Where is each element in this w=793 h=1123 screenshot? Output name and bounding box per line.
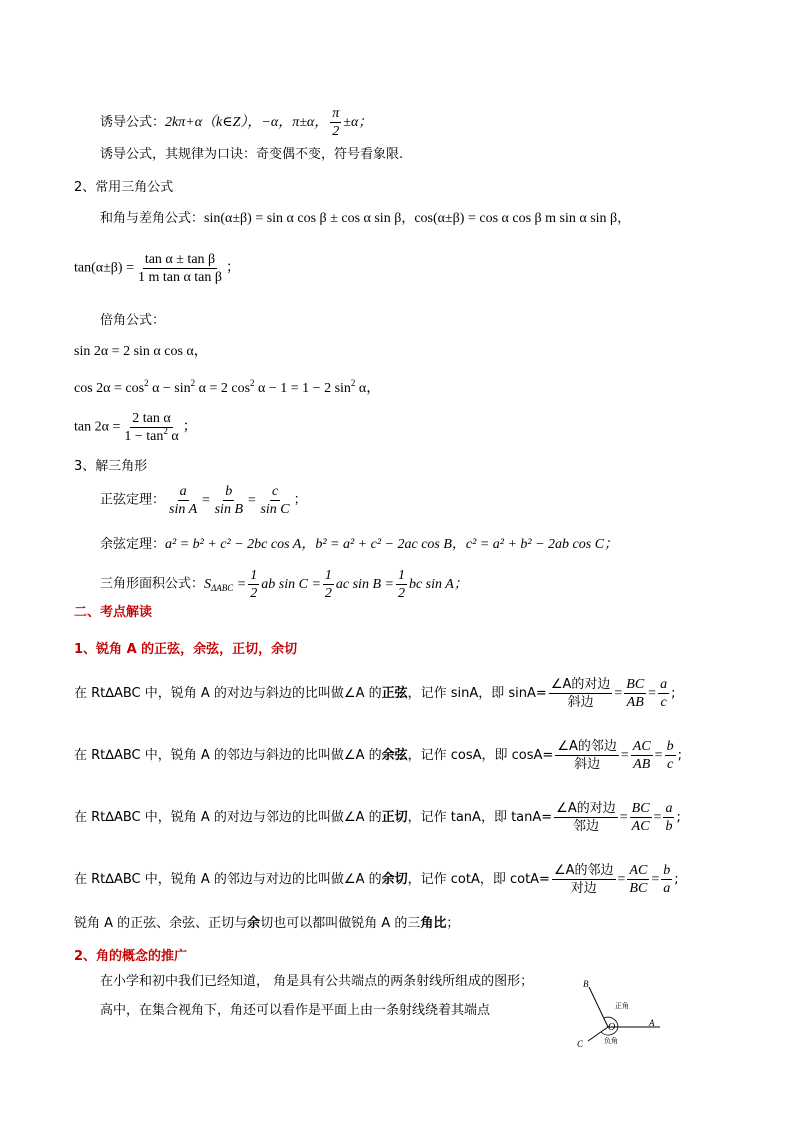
area-subscript: ΔABC xyxy=(211,582,234,593)
def-term: 正弦 xyxy=(381,686,408,701)
frac-numerator: b xyxy=(666,739,674,754)
frac-numerator: a xyxy=(660,677,668,692)
frac-numerator: b xyxy=(663,863,671,878)
frac-denominator: 1 m tan α tan β xyxy=(137,270,223,285)
cotangent-definition xyxy=(74,862,679,897)
sine-law-formula xyxy=(165,484,294,517)
area-formula xyxy=(204,568,468,601)
word-fraction xyxy=(549,676,613,711)
frac-numerator: ∠A的邻边 xyxy=(553,863,614,878)
label-c: C xyxy=(577,1039,584,1049)
exponent: 2 xyxy=(350,378,356,388)
pi-over-2-fraction xyxy=(330,105,341,140)
separator: ； xyxy=(226,260,241,276)
area-formula-line xyxy=(100,567,468,602)
area-label: 三角形面积公式： xyxy=(100,576,205,592)
area-symbol: S xyxy=(204,576,212,592)
frac-denominator: sin A xyxy=(169,502,198,517)
frac-numerator: tan α ± tan β xyxy=(144,252,216,267)
word-fraction xyxy=(555,738,619,773)
equals: = xyxy=(247,492,257,508)
frac-denominator: 2 xyxy=(250,586,258,601)
cos2-part: α = 2 cos xyxy=(198,381,251,396)
sum-cos-formula: cos(α±β) = cos α cos β m sin α sin β xyxy=(414,211,618,226)
frac-numerator: AC xyxy=(632,739,651,754)
trig-ratio-summary xyxy=(74,915,459,933)
cos-double-formula xyxy=(74,380,380,398)
tan-sum-fraction xyxy=(136,251,224,286)
cosine-definition xyxy=(74,738,682,773)
frac-denominator: sin C xyxy=(260,502,290,517)
frac-numerator: 2 tan α xyxy=(132,411,171,426)
frac-denominator: b xyxy=(665,819,673,834)
def-term: 余弦 xyxy=(381,748,408,763)
acute-angle-heading: 1、锐角 A 的正弦，余弦，正切，余切 xyxy=(74,642,298,657)
separator: ， xyxy=(401,211,415,226)
tan2-left: tan 2α = xyxy=(74,419,121,435)
induction-formula: 2kπ+α（k∈Z），−α，π±α， xyxy=(165,115,329,130)
frac-numerator: 1 xyxy=(324,568,332,583)
induction-tail: ±α； xyxy=(343,115,373,130)
sum-label: 和角与差角公式： xyxy=(100,211,205,226)
def-text: 在 Rt∆ABC 中，锐角 A 的对边与邻边的比叫做∠A 的 xyxy=(74,810,382,825)
summary-bold: 余 xyxy=(247,916,261,931)
section-3-heading: 3、解三角形 xyxy=(74,459,148,474)
half-fraction xyxy=(248,567,259,602)
frac-denominator: 斜边 xyxy=(574,757,601,772)
frac-numerator: BC xyxy=(631,801,650,816)
def-text: ，记作 tanA，即 tanA= xyxy=(407,810,553,825)
letter-fraction xyxy=(624,676,646,711)
area-term: ac sin B xyxy=(335,576,381,592)
area-term: bc sin A； xyxy=(408,576,468,592)
exponent: 2 xyxy=(190,378,196,388)
separator: ; xyxy=(676,810,681,825)
frac-denominator: 2 xyxy=(397,586,405,601)
letter-fraction xyxy=(665,738,676,773)
equals: = xyxy=(236,576,247,592)
tan2-den-part: 1 − tan xyxy=(124,429,164,444)
sine-fraction-b xyxy=(213,483,245,518)
equals: = xyxy=(311,576,321,592)
ray-ob xyxy=(589,987,608,1027)
induction-label: 诱导公式： xyxy=(100,115,166,130)
label-negative-angle: 负角 xyxy=(604,1037,618,1045)
def-term: 正切 xyxy=(381,810,408,825)
equals: = xyxy=(617,872,626,887)
frac-numerator: ∠A的对边 xyxy=(556,801,616,816)
def-term: 余切 xyxy=(381,872,408,887)
frac-denominator xyxy=(122,428,180,445)
frac-numerator: a xyxy=(179,484,187,499)
label-b: B xyxy=(583,979,589,989)
induction-formula-line xyxy=(100,105,372,140)
def-text: ，记作 sinA，即 sinA= xyxy=(407,686,547,701)
frac-denominator: AB xyxy=(626,695,644,710)
cos2-part: α − sin xyxy=(152,381,191,396)
exponent: 2 xyxy=(144,378,149,388)
double-angle-label: 倍角公式： xyxy=(100,313,166,328)
def-text: 在 Rt∆ABC 中，锐角 A 的邻边与斜边的比叫做∠A 的 xyxy=(74,748,382,763)
frac-numerator: c xyxy=(271,484,279,499)
sine-definition xyxy=(74,676,675,711)
tan-double-line xyxy=(74,410,197,445)
equals: = xyxy=(620,748,629,763)
tangent-definition xyxy=(74,800,681,835)
letter-fraction xyxy=(661,862,672,897)
sum-sin-formula: sin(α±β) = sin α cos β ± cos α sin β xyxy=(204,211,402,226)
def-text: 在 Rt∆ABC 中，锐角 A 的对边与斜边的比叫做∠A 的 xyxy=(74,686,382,701)
half-fraction xyxy=(323,567,334,602)
sine-fraction-a xyxy=(167,483,199,518)
frac-denominator: c xyxy=(660,695,667,710)
summary-text: ； xyxy=(446,916,460,931)
sine-fraction-c xyxy=(258,483,291,518)
exponent: 2 xyxy=(250,378,255,388)
cos2-part: cos 2α = cos xyxy=(74,381,145,396)
separator: ； xyxy=(182,419,197,435)
frac-denominator: a xyxy=(663,881,671,896)
frac-numerator: AC xyxy=(629,863,648,878)
tan-sum-left: tan(α±β) = xyxy=(74,260,134,276)
frac-numerator: π xyxy=(332,106,340,121)
exponent: 2 xyxy=(163,426,168,436)
frac-denominator: c xyxy=(666,757,674,772)
frac-denominator: 邻边 xyxy=(572,819,599,834)
separator: ， xyxy=(617,211,631,226)
key-points-heading: 二、考点解读 xyxy=(74,605,153,620)
area-term: ab sin C xyxy=(261,576,308,592)
equals: = xyxy=(384,576,394,592)
angle-paragraph-line-2: 高中，在集合视角下，角还可以看作是平面上由一条射线绕着其端点 xyxy=(100,1003,491,1018)
frac-numerator: ∠A的邻边 xyxy=(557,739,617,754)
half-fraction xyxy=(396,567,407,602)
letter-fraction xyxy=(627,862,649,897)
tan-double-fraction xyxy=(122,410,180,445)
frac-denominator: sin B xyxy=(214,502,243,517)
letter-fraction xyxy=(663,800,674,835)
equals: = xyxy=(648,686,657,701)
def-text: ，记作 cotA，即 cotA= xyxy=(407,872,550,887)
frac-numerator: a xyxy=(665,801,673,816)
frac-denominator: 斜边 xyxy=(567,695,594,710)
word-fraction xyxy=(552,862,616,897)
frac-denominator: 2 xyxy=(324,586,332,601)
equals: = xyxy=(614,686,623,701)
equals: = xyxy=(619,810,628,825)
label-a: A xyxy=(649,1018,655,1028)
section-2-heading: 2、常用三角公式 xyxy=(74,180,174,195)
induction-rule: 诱导公式，其规律为口诀：奇变偶不变，符号看象限. xyxy=(100,147,404,162)
equals: = xyxy=(201,492,211,508)
frac-denominator: 对边 xyxy=(570,881,597,896)
summary-text: 切也可以都叫做锐角 A 的三 xyxy=(260,916,421,931)
sum-difference-line xyxy=(100,210,630,228)
frac-numerator: 1 xyxy=(397,568,405,583)
word-fraction xyxy=(554,800,618,835)
sin-double-formula: sin 2α = 2 sin α cos α， xyxy=(74,344,208,359)
equals: = xyxy=(651,872,660,887)
tan-sum-line xyxy=(74,251,240,286)
letter-fraction xyxy=(631,738,653,773)
angle-paragraph-line-1: 在小学和初中我们已经知道， 角是具有公共端点的两条射线所组成的图形； xyxy=(100,974,534,989)
sine-law-line xyxy=(100,483,307,518)
frac-denominator: 2 xyxy=(332,124,340,139)
frac-denominator: BC xyxy=(629,881,648,896)
separator: ； xyxy=(293,492,307,508)
cosine-law-line xyxy=(100,536,618,554)
def-text: ，记作 cosA，即 cosA= xyxy=(407,748,554,763)
cos2-part: α， xyxy=(358,381,381,396)
letter-fraction xyxy=(630,800,652,835)
cosine-law-label: 余弦定理： xyxy=(100,537,166,552)
frac-numerator: BC xyxy=(626,677,645,692)
frac-denominator: AC xyxy=(631,819,650,834)
frac-numerator: b xyxy=(225,484,233,499)
sine-law-label: 正弦定理： xyxy=(100,492,166,508)
tan2-den-part: α xyxy=(171,429,179,444)
cos2-part: α − 1 = 1 − 2 sin xyxy=(258,381,351,396)
frac-denominator: AB xyxy=(633,757,651,772)
separator: ; xyxy=(671,686,676,701)
summary-bold: 角比 xyxy=(420,916,447,931)
angle-generalization-heading: 2、角的概念的推广 xyxy=(74,949,188,964)
def-text: 在 Rt∆ABC 中，锐角 A 的邻边与对边的比叫做∠A 的 xyxy=(74,872,382,887)
label-positive-angle: 正角 xyxy=(615,1002,629,1010)
separator: ; xyxy=(674,872,679,887)
separator: ; xyxy=(677,748,682,763)
letter-fraction xyxy=(658,676,669,711)
label-o: O xyxy=(608,1022,616,1033)
equals: = xyxy=(653,810,662,825)
summary-text: 锐角 A 的正弦、余弦、正切与 xyxy=(74,916,248,931)
angle-figure xyxy=(572,975,672,1055)
frac-numerator: ∠A的对边 xyxy=(550,677,611,692)
equals: = xyxy=(654,748,663,763)
cosine-law-formula: a² = b² + c² − 2bc cos A，b² = a² + c² − 2ac cos B，c² = a² + b² − 2ab cos C； xyxy=(165,537,619,552)
frac-numerator: 1 xyxy=(250,568,258,583)
